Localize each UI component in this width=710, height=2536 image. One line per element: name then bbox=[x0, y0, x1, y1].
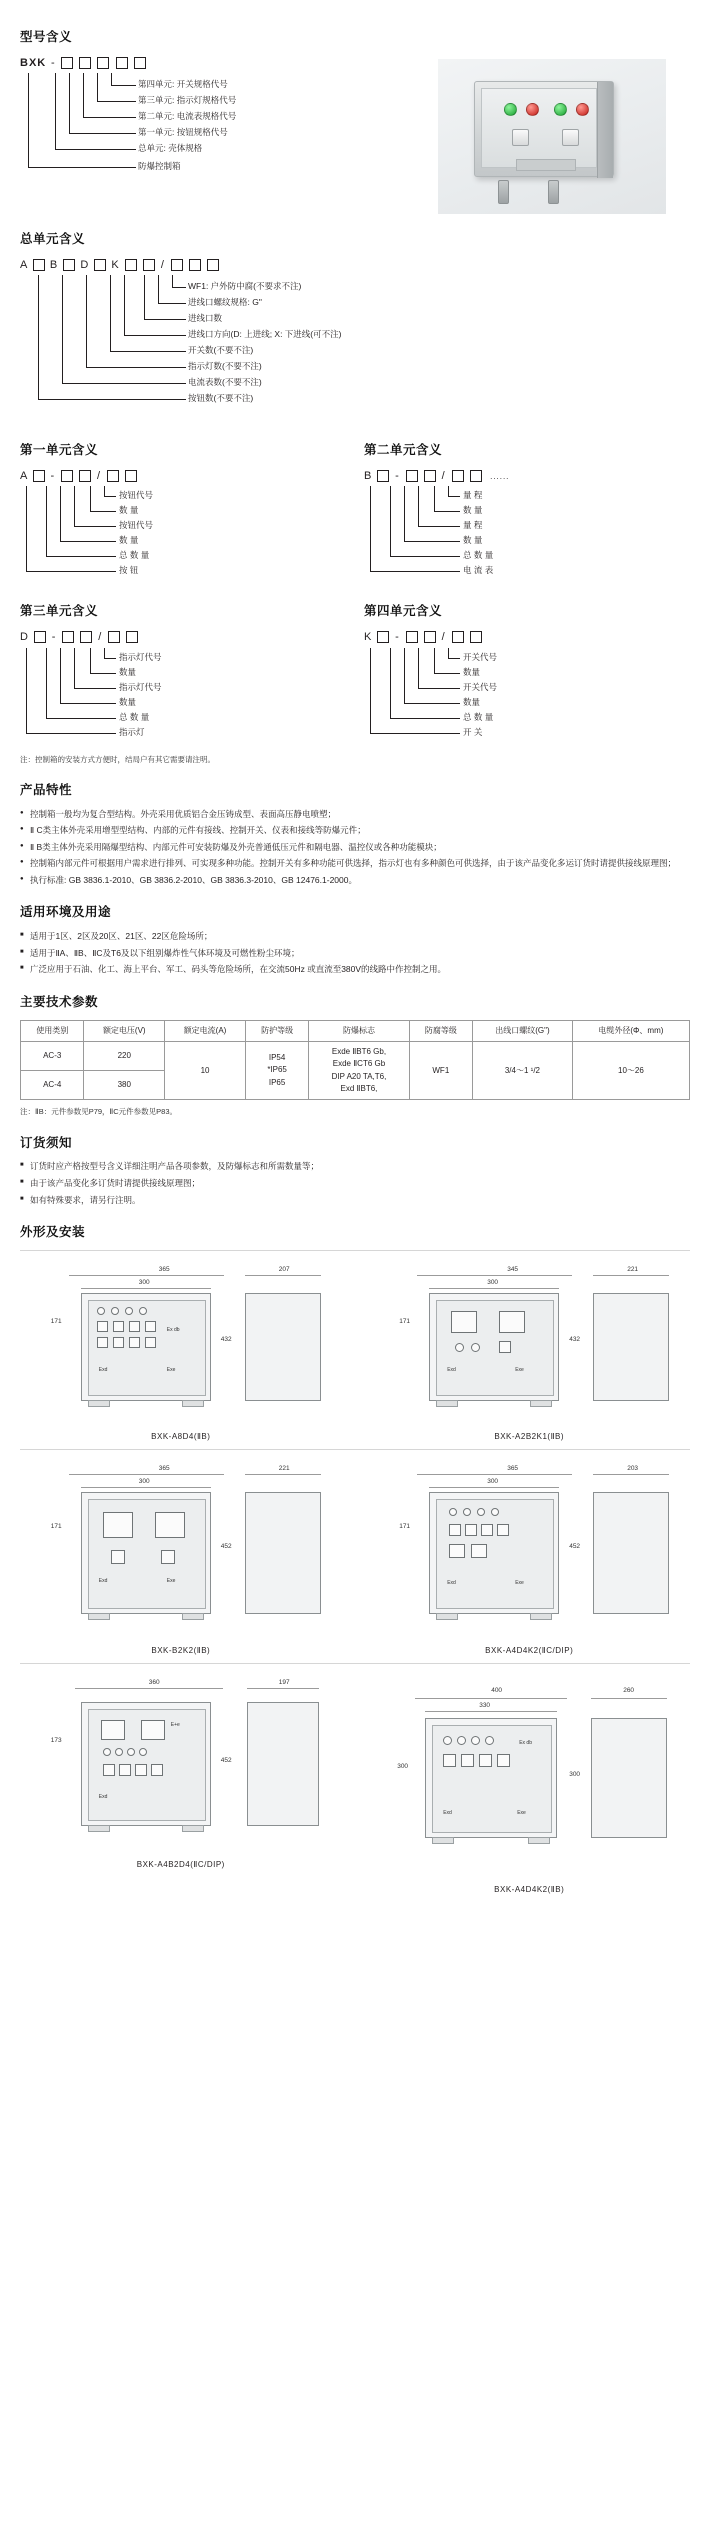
col-rated-current: 额定电流(A) bbox=[165, 1020, 246, 1041]
dim-width-main: 360 bbox=[148, 1678, 160, 1686]
table-note: 注：ⅡB：元件参数见P79，ⅡC元件参数见P83。 bbox=[20, 1107, 177, 1117]
model-dash: - bbox=[50, 56, 56, 69]
dim-height-left: 171 bbox=[50, 1317, 62, 1325]
unit2-box-2 bbox=[406, 470, 418, 482]
figure-a4d4k2-iic bbox=[379, 1464, 679, 1639]
unit-total-code-a: A bbox=[20, 258, 28, 271]
feature-item: ● Ⅱ C类主体外壳采用增型型结构、内部的元件有接线、控制开关、仪表和接线等防爆元件； bbox=[20, 824, 690, 838]
drawing-cell-3 bbox=[20, 1464, 342, 1657]
unit1-block bbox=[20, 425, 346, 586]
cell-cable-dia: 10～26 bbox=[572, 1041, 689, 1100]
model-label-3: 第一单元: 按钮规格代号 bbox=[138, 127, 228, 138]
drawing-cell-2 bbox=[368, 1265, 690, 1443]
section-title-model: 型号含义 bbox=[20, 30, 73, 44]
unit-total-label-7: 按钮数(不要不注) bbox=[188, 393, 254, 403]
enclosure-side-view bbox=[591, 1718, 667, 1838]
model-box-3 bbox=[97, 57, 109, 69]
unit4-code-k: K bbox=[364, 631, 373, 643]
unit2-box-3 bbox=[424, 470, 436, 482]
unit-total-box-2 bbox=[63, 259, 75, 271]
feature-item: ● 控制箱一般均为复合型结构。外壳采用优质铝合金压铸成型、表面高压静电喷塑； bbox=[20, 808, 690, 822]
drawing-block-3 bbox=[20, 1663, 690, 1902]
env-item: ■ 广泛应用于石油、化工、海上平台、军工、码头等危险场所，在交流50Hz 或直流至380V的线路中作控制之用。 bbox=[20, 963, 690, 977]
dim-height-left: 173 bbox=[50, 1736, 62, 1744]
section-title-params: 主要技术参数 bbox=[20, 995, 99, 1009]
unit-total-label-0: WF1: 户外防中腐(不要求不注) bbox=[188, 281, 302, 291]
unit2-label-1: 数 量 bbox=[463, 505, 483, 516]
enclosure-front-view bbox=[81, 1702, 211, 1826]
drawing-block-1 bbox=[20, 1250, 690, 1449]
unit-total-label-1: 进线口螺纹规格: G" bbox=[188, 297, 262, 307]
indicator-lamp-red-1 bbox=[526, 103, 539, 116]
drawing-cell-1 bbox=[20, 1265, 342, 1443]
enclosure-front-view bbox=[81, 1492, 211, 1614]
unit3-box-2 bbox=[62, 631, 74, 643]
cell-corrosion: WF1 bbox=[409, 1041, 472, 1100]
unit-total-box-3 bbox=[94, 259, 106, 271]
dim-width-main: 365 bbox=[507, 1464, 519, 1472]
unit-total-ladder bbox=[20, 275, 690, 425]
unit3-box-1 bbox=[34, 631, 46, 643]
unit2-block bbox=[364, 425, 690, 586]
enclosure-side bbox=[597, 82, 613, 178]
section-title-unit1: 第一单元含义 bbox=[20, 443, 99, 457]
model-label-4: 总单元: 壳体规格 bbox=[138, 143, 203, 154]
dim-side-width: 203 bbox=[627, 1464, 639, 1472]
feature-item: ● 执行标准: GB 3836.1-2010、GB 3836.2-2010、GB 3836.3-2010、GB 12476.1-2000。 bbox=[20, 874, 690, 888]
unit4-code: K - / bbox=[364, 629, 690, 646]
ex-line-4: Exd ⅡBT6, bbox=[340, 1083, 378, 1093]
col-corrosion: 防腐等级 bbox=[409, 1020, 472, 1041]
unit-total-code-b: B bbox=[49, 258, 59, 271]
unit-total-label-3: 进线口方向(D: 上进线; X: 下进线(可不注) bbox=[188, 329, 342, 339]
env-item: ■ 适用于ⅡA、ⅡB、ⅡC及T6及以下组别爆炸性气体环境及可燃性粉尘环境； bbox=[20, 947, 690, 961]
unit2-label-0: 量 程 bbox=[463, 490, 483, 501]
cell-current: 10 bbox=[165, 1041, 246, 1100]
unit-total-code-k: K bbox=[111, 258, 120, 271]
drawing-cell-6 bbox=[368, 1678, 690, 1896]
unit4-box-2 bbox=[406, 631, 418, 643]
ip-line-1: IP54 bbox=[268, 1052, 286, 1062]
unit1-box-4 bbox=[107, 470, 119, 482]
unit3-box-5 bbox=[126, 631, 138, 643]
figure-a8d4 bbox=[31, 1265, 331, 1425]
cell-voltage-a: 220 bbox=[84, 1041, 165, 1070]
unit-total-box-5 bbox=[143, 259, 155, 271]
drawing-cell-5 bbox=[20, 1678, 342, 1896]
unit1-code-a: A bbox=[20, 469, 28, 482]
unit2-code: B - / ...... bbox=[364, 469, 510, 482]
unit2-label-3: 数 量 bbox=[463, 535, 483, 546]
dim-width-inner: 300 bbox=[487, 1477, 499, 1485]
dim-width-inner: 300 bbox=[138, 1278, 150, 1286]
dim-side-width: 207 bbox=[278, 1265, 290, 1273]
figure-a4b2d4 bbox=[31, 1678, 331, 1853]
unit1-ladder bbox=[20, 486, 346, 586]
unit4-label-1: 数量 bbox=[463, 666, 481, 677]
dim-height-left: 171 bbox=[399, 1522, 411, 1530]
unit-total-code bbox=[20, 257, 690, 274]
section-title-unit2: 第二单元含义 bbox=[364, 443, 443, 457]
enclosure-front-view bbox=[81, 1293, 211, 1401]
unit1-label-3: 数 量 bbox=[119, 535, 139, 546]
cable-gland-1 bbox=[498, 180, 509, 204]
unit4-box-4 bbox=[452, 631, 464, 643]
dim-side-width: 260 bbox=[623, 1686, 635, 1694]
env-list bbox=[20, 930, 690, 977]
drawing-caption: BXK-A4D4K2(ⅡB) bbox=[494, 1884, 565, 1894]
unit-total-box-8 bbox=[207, 259, 219, 271]
unit1-label-4: 总 数 量 bbox=[119, 550, 150, 561]
enclosure-side-view bbox=[593, 1293, 669, 1401]
unit-total-label-4: 开关数(不要不注) bbox=[188, 345, 254, 355]
unit4-box-1 bbox=[377, 631, 389, 643]
unit-total-box-7 bbox=[189, 259, 201, 271]
drawing-caption: BXK-A4B2D4(ⅡC/DIP) bbox=[136, 1859, 225, 1869]
section-title-unit3: 第三单元含义 bbox=[20, 604, 99, 619]
dim-side-width: 197 bbox=[278, 1678, 290, 1686]
dim-height-right: 452 bbox=[220, 1542, 232, 1550]
figure-a2b2k1 bbox=[379, 1265, 679, 1425]
enclosure-front-view bbox=[429, 1293, 559, 1401]
unit3-block bbox=[20, 586, 346, 765]
unit3-label-0: 指示灯代号 bbox=[119, 651, 162, 662]
model-overview-row bbox=[20, 55, 690, 214]
model-label-1: 第三单元: 指示灯规格代号 bbox=[138, 95, 237, 106]
unit1-box-5 bbox=[125, 470, 137, 482]
push-button-1 bbox=[512, 129, 529, 146]
drawing-caption: BXK-A8D4(ⅡB) bbox=[151, 1431, 211, 1441]
cell-ex bbox=[309, 1041, 409, 1100]
indicator-lamp-green-1 bbox=[504, 103, 517, 116]
model-box-2 bbox=[79, 57, 91, 69]
unit-total-label-5: 指示灯数(不要不注) bbox=[188, 361, 262, 371]
ip-line-3: IP65 bbox=[268, 1077, 286, 1087]
dim-width-main: 400 bbox=[491, 1686, 503, 1694]
model-code bbox=[20, 55, 420, 72]
col-thread: 出线口螺纹(G") bbox=[473, 1020, 573, 1041]
cable-gland-2 bbox=[548, 180, 559, 204]
model-box-4 bbox=[116, 57, 128, 69]
col-ex-marking: 防爆标志 bbox=[309, 1020, 409, 1041]
model-label-2: 第二单元: 电流表规格代号 bbox=[138, 111, 237, 122]
unit1-box-3 bbox=[79, 470, 91, 482]
unit4-label-3: 数量 bbox=[463, 696, 481, 707]
ip-line-2: *IP65 bbox=[267, 1065, 287, 1075]
unit3-label-5: 指示灯 bbox=[119, 726, 145, 737]
order-item: ■ 由于该产品变化多订货时请提供接线原理图； bbox=[20, 1177, 690, 1191]
figure-a4d4k2-iib bbox=[379, 1678, 679, 1878]
ex-line-2: Exde ⅡCT6 Gb bbox=[332, 1059, 386, 1069]
dim-height-left: 300 bbox=[397, 1762, 409, 1770]
dim-width-inner: 300 bbox=[487, 1278, 499, 1286]
figure-b2k2 bbox=[31, 1464, 331, 1639]
unit3-box-3 bbox=[80, 631, 92, 643]
indicator-lamp-red-2 bbox=[576, 103, 589, 116]
section-title-unit4: 第四单元含义 bbox=[364, 604, 443, 619]
front-door: Ex db Exd Exe bbox=[432, 1725, 552, 1833]
order-item: ■ 订货时应产格按型号含义详细注明产品各项参数，及防爆标志和所需数量等； bbox=[20, 1160, 690, 1174]
front-door: E+e Exd bbox=[88, 1709, 206, 1821]
section-title-env: 适用环境及用途 bbox=[20, 905, 112, 920]
cell-ip bbox=[245, 1041, 308, 1100]
cell-usage-class-a: AC-3 bbox=[21, 1041, 84, 1070]
unit4-box-5 bbox=[470, 631, 482, 643]
dim-height-right: 432 bbox=[220, 1335, 232, 1343]
ex-line-3: DIP A20 TA,T6, bbox=[331, 1071, 387, 1081]
dim-height-right: 452 bbox=[569, 1542, 581, 1550]
unit3-note: 注：控制箱的安装方式方便时，结局户有其它需要请注明。 bbox=[20, 754, 215, 764]
unit2-label-2: 量 程 bbox=[463, 520, 483, 531]
unit3-code: D - / bbox=[20, 629, 346, 646]
enclosure-side-view bbox=[245, 1492, 321, 1614]
ex-line-1: Exde ⅡBT6 Gb, bbox=[331, 1046, 387, 1056]
col-rated-voltage: 额定电压(V) bbox=[84, 1020, 165, 1041]
unit-total-diagram bbox=[20, 257, 690, 426]
col-ip-rating: 防护等级 bbox=[245, 1020, 308, 1041]
unit-total-label-6: 电流表数(不要不注) bbox=[188, 377, 262, 387]
drawings-area bbox=[20, 1250, 690, 1902]
drawing-block-2 bbox=[20, 1449, 690, 1663]
model-diagram-wrap bbox=[20, 55, 420, 192]
enclosure-side-view bbox=[247, 1702, 319, 1826]
enclosure-front-view bbox=[425, 1718, 557, 1838]
dim-width-main: 345 bbox=[507, 1265, 519, 1273]
dim-height-left: 171 bbox=[50, 1522, 62, 1530]
section-title-order: 订货须知 bbox=[20, 1135, 73, 1150]
front-door: Exd Exe bbox=[88, 1499, 206, 1609]
unit3-label-1: 数量 bbox=[119, 666, 137, 677]
unit1-label-1: 数 量 bbox=[119, 505, 139, 516]
unit3-code-d: D bbox=[20, 631, 29, 643]
unit2-box-4 bbox=[452, 470, 464, 482]
unit-total-label-2: 进线口数 bbox=[188, 313, 223, 323]
unit-1-2-row bbox=[20, 425, 690, 586]
section-title-dimension: 外形及安装 bbox=[20, 1225, 86, 1240]
features-list bbox=[20, 808, 690, 888]
order-list bbox=[20, 1160, 690, 1207]
unit1-label-5: 按 钮 bbox=[119, 565, 139, 576]
dim-width-inner: 300 bbox=[138, 1477, 150, 1485]
unit3-box-4 bbox=[108, 631, 120, 643]
dim-side-width: 221 bbox=[627, 1265, 639, 1273]
unit3-label-3: 数量 bbox=[119, 696, 137, 707]
unit1-label-0: 按钮代号 bbox=[119, 490, 154, 501]
front-door: Exd Exe bbox=[436, 1300, 554, 1396]
cell-thread: 3/4～1 ¹/2 bbox=[473, 1041, 573, 1100]
unit4-label-5: 开 关 bbox=[463, 726, 483, 737]
unit3-ladder bbox=[20, 648, 346, 748]
enclosure-body bbox=[474, 81, 614, 177]
unit3-label-4: 总 数 量 bbox=[119, 711, 150, 722]
unit2-ladder bbox=[364, 486, 690, 586]
model-box-5 bbox=[134, 57, 146, 69]
dim-height-right: 300 bbox=[569, 1770, 581, 1778]
unit4-box-3 bbox=[424, 631, 436, 643]
unit2-box-1 bbox=[377, 470, 389, 482]
dim-side-width: 221 bbox=[278, 1464, 290, 1472]
unit1-box-2 bbox=[61, 470, 73, 482]
dim-width-inner: 330 bbox=[479, 1701, 491, 1709]
table-row bbox=[21, 1041, 690, 1070]
dim-height-right: 432 bbox=[569, 1335, 581, 1343]
model-prefix: BXK bbox=[20, 56, 47, 69]
unit2-code-b: B bbox=[364, 469, 373, 482]
unit1-label-2: 按钮代号 bbox=[119, 520, 154, 531]
model-ladder bbox=[20, 73, 420, 191]
unit4-label-0: 开关代号 bbox=[463, 651, 498, 662]
unit-total-box-1 bbox=[33, 259, 45, 271]
front-door: Ex db Exd Exe bbox=[88, 1300, 206, 1396]
dim-width-main: 365 bbox=[158, 1265, 170, 1273]
unit4-block bbox=[364, 586, 690, 765]
model-label-0: 第四单元: 开关规格代号 bbox=[138, 79, 228, 90]
dim-width-main: 365 bbox=[158, 1464, 170, 1472]
drawing-cell-4 bbox=[368, 1464, 690, 1657]
enclosure-side-view bbox=[245, 1293, 321, 1401]
unit4-ladder bbox=[364, 648, 690, 748]
push-button-2 bbox=[562, 129, 579, 146]
col-cable-dia: 电缆外径(Φ、mm) bbox=[572, 1020, 689, 1041]
unit2-label-5: 电 流 表 bbox=[463, 565, 494, 576]
section-title-features: 产品特性 bbox=[20, 782, 73, 797]
drawing-caption: BXK-A2B2K1(ⅡB) bbox=[494, 1431, 565, 1441]
unit1-box-1 bbox=[33, 470, 45, 482]
col-usage-class: 使用类别 bbox=[21, 1020, 84, 1041]
feature-item: ● 控制箱内部元件可根据用户需求进行排列、可实现多种功能。控制开关有多种功能可供选择，指示灯也有多种颜色可供选择，由于该产品变化多运订货时请提供接线原理图； bbox=[20, 857, 690, 871]
drawing-caption: BXK-B2K2(ⅡB) bbox=[151, 1645, 211, 1655]
unit-3-4-row bbox=[20, 586, 690, 765]
unit1-code: A - / bbox=[20, 468, 346, 485]
unit-total-code-d: D bbox=[80, 258, 90, 271]
feature-item: ● Ⅱ B类主体外壳采用隔爆型结构、内部元件可安装防爆及外壳普通低压元件和隔电器、温控仪或各种功能模块； bbox=[20, 841, 690, 855]
unit-total-box-4 bbox=[125, 259, 137, 271]
drawing-caption: BXK-A4D4K2(ⅡC/DIP) bbox=[485, 1645, 574, 1655]
env-item: ■ 适用于1区、2区及20区、21区、22区危险场所； bbox=[20, 930, 690, 944]
unit-total-box-6 bbox=[171, 259, 183, 271]
front-door: Exd Exe bbox=[436, 1499, 554, 1609]
dim-height-left: 171 bbox=[399, 1317, 411, 1325]
nameplate bbox=[516, 159, 576, 171]
unit4-label-2: 开关代号 bbox=[463, 681, 498, 692]
table-header-row bbox=[21, 1020, 690, 1041]
unit4-label-4: 总 数 量 bbox=[463, 711, 494, 722]
enclosure-face bbox=[481, 88, 597, 168]
section-title-unit-total: 总单元含义 bbox=[20, 231, 86, 246]
unit-total-slash: / bbox=[160, 258, 165, 271]
product-photo bbox=[438, 59, 666, 214]
spec-table bbox=[20, 1020, 690, 1101]
indicator-lamp-green-2 bbox=[554, 103, 567, 116]
dim-height-right: 452 bbox=[220, 1756, 232, 1764]
model-box-1 bbox=[61, 57, 73, 69]
model-label-5: 防爆控制箱 bbox=[138, 161, 181, 172]
unit2-box-5 bbox=[470, 470, 482, 482]
cell-voltage-b: 380 bbox=[84, 1071, 165, 1100]
order-item: ■ 如有特殊要求，请另行注明。 bbox=[20, 1194, 690, 1208]
unit2-label-4: 总 数 量 bbox=[463, 550, 494, 561]
enclosure-front-view bbox=[429, 1492, 559, 1614]
unit3-label-2: 指示灯代号 bbox=[119, 681, 162, 692]
product-photo-wrap bbox=[432, 55, 672, 214]
enclosure-side-view bbox=[593, 1492, 669, 1614]
cell-usage-class-b: AC-4 bbox=[21, 1071, 84, 1100]
